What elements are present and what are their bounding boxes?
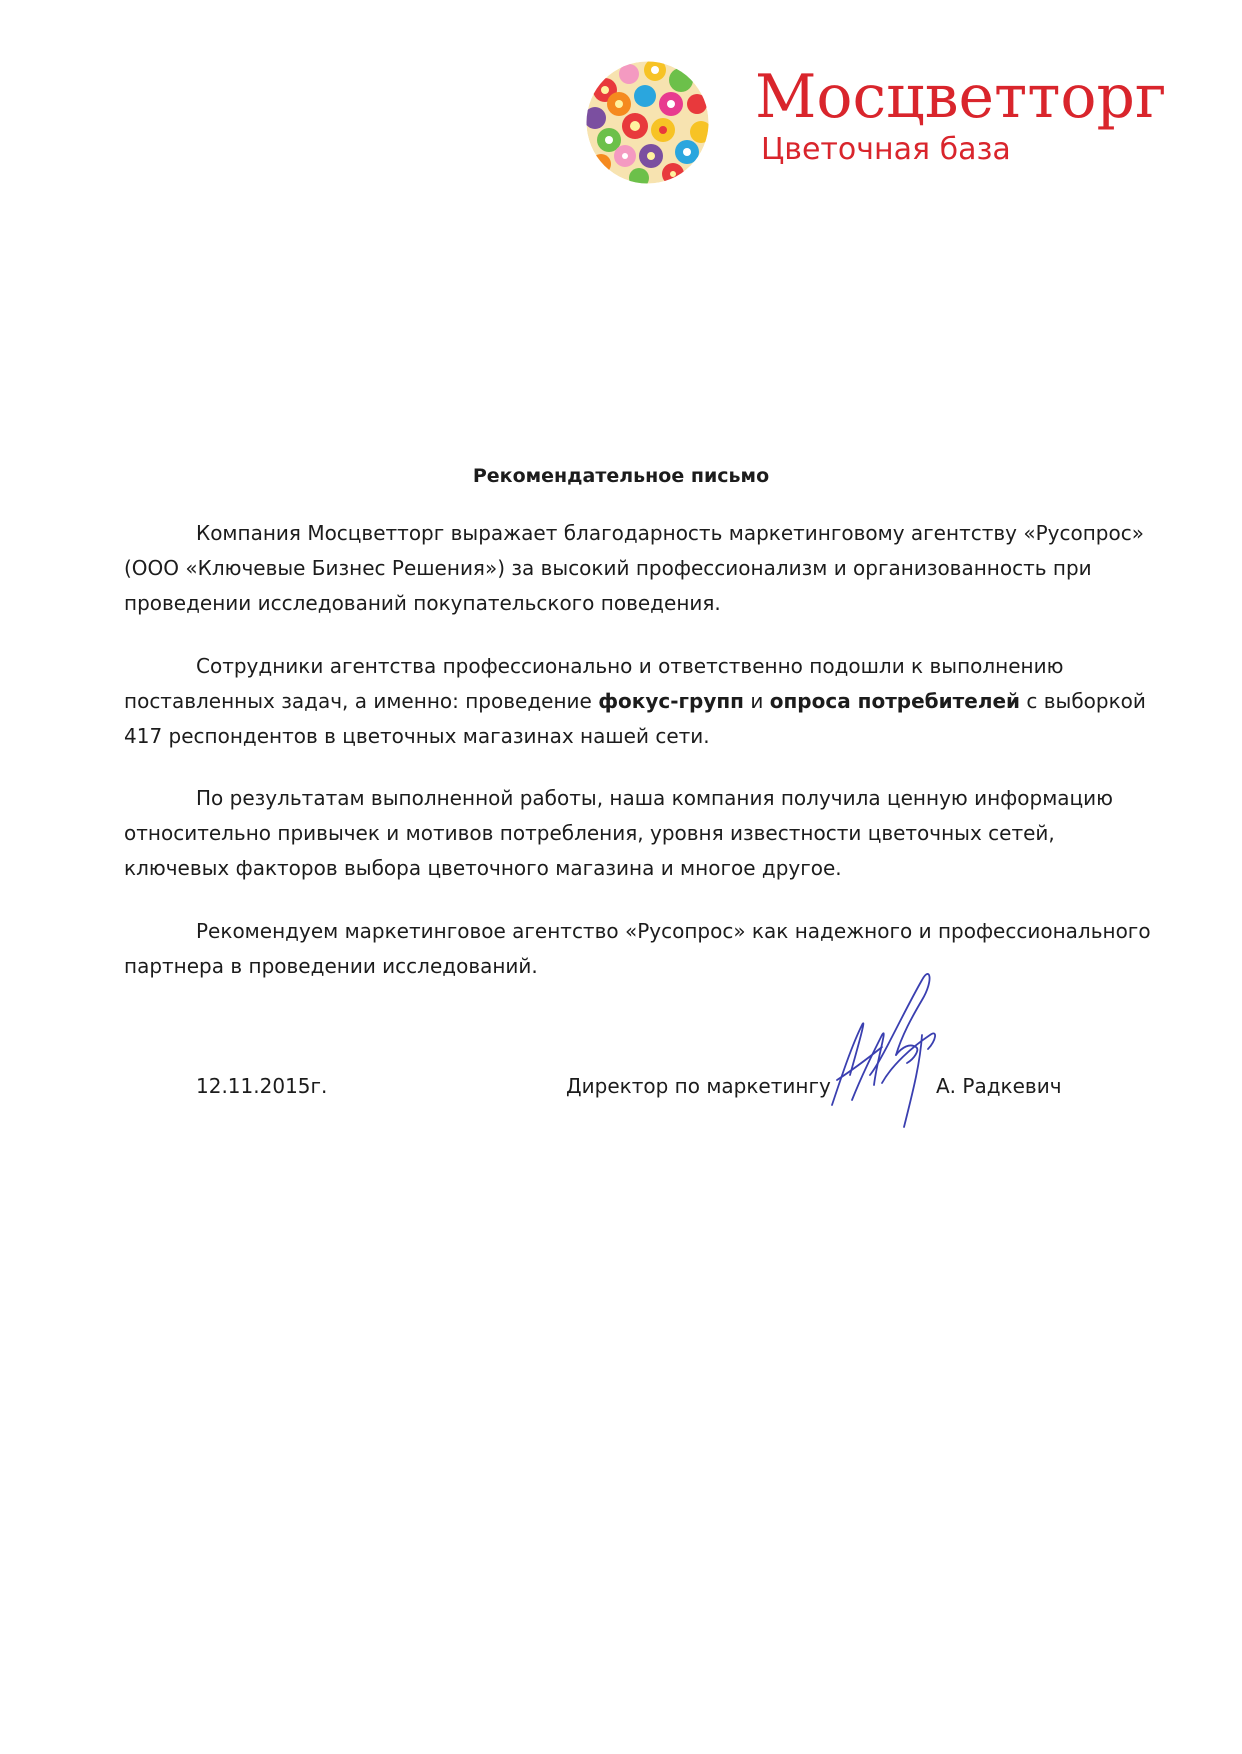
paragraph-results bbox=[124, 781, 1159, 886]
paragraph-work-done bbox=[124, 649, 1159, 754]
brand-subtitle: Цветочная база bbox=[761, 132, 1011, 167]
paragraph-line: проведении исследований покупательского поведения. bbox=[124, 591, 721, 615]
letter-date: 12.11.2015г. bbox=[196, 1074, 328, 1098]
flower-ball-logo-icon bbox=[585, 60, 710, 185]
brand-name: Мосцветторг bbox=[755, 62, 1167, 132]
letterhead bbox=[585, 60, 1185, 190]
letter-title: Рекомендательное письмо bbox=[472, 465, 770, 487]
paragraph-line: Рекомендуем маркетинговое агентство «Русопрос» как надежного и профессионального bbox=[196, 919, 1151, 943]
signer-position: Директор по маркетингу bbox=[566, 1074, 831, 1098]
text-segment: с выборкой bbox=[1020, 689, 1146, 713]
emphasis-consumer-survey: опроса потребителей bbox=[769, 689, 1021, 713]
emphasis-focus-groups: фокус-групп bbox=[598, 689, 744, 713]
signer-name: А. Радкевич bbox=[936, 1074, 1062, 1098]
text-segment: поставленных задач, а именно: проведение bbox=[124, 689, 599, 713]
paragraph-line: 417 респондентов в цветочных магазинах нашей сети. bbox=[124, 724, 710, 748]
paragraph-line: По результатам выполненной работы, наша компания получила ценную информацию bbox=[196, 786, 1113, 810]
paragraph-line: относительно привычек и мотивов потребления, уровня известности цветочных сетей, bbox=[124, 821, 1055, 845]
paragraph-line: Сотрудники агентства профессионально и ответственно подошли к выполнению bbox=[196, 654, 1064, 678]
paragraph-line: ключевых факторов выбора цветочного магазина и многое другое. bbox=[124, 856, 842, 880]
paragraph-line: Компания Мосцветторг выражает благодарность маркетинговому агентству «Русопрос» bbox=[196, 521, 1144, 545]
paragraph-line: (ООО «Ключевые Бизнес Решения») за высокий профессионализм и организованность при bbox=[124, 556, 1092, 580]
paragraph-line: партнера в проведении исследований. bbox=[124, 954, 538, 978]
text-segment: и bbox=[744, 689, 770, 713]
paragraph-gratitude bbox=[124, 516, 1159, 621]
handwritten-signature-icon bbox=[822, 955, 972, 1135]
paragraph-recommendation bbox=[124, 914, 1159, 984]
paragraph-line-with-emphasis bbox=[124, 684, 1159, 719]
